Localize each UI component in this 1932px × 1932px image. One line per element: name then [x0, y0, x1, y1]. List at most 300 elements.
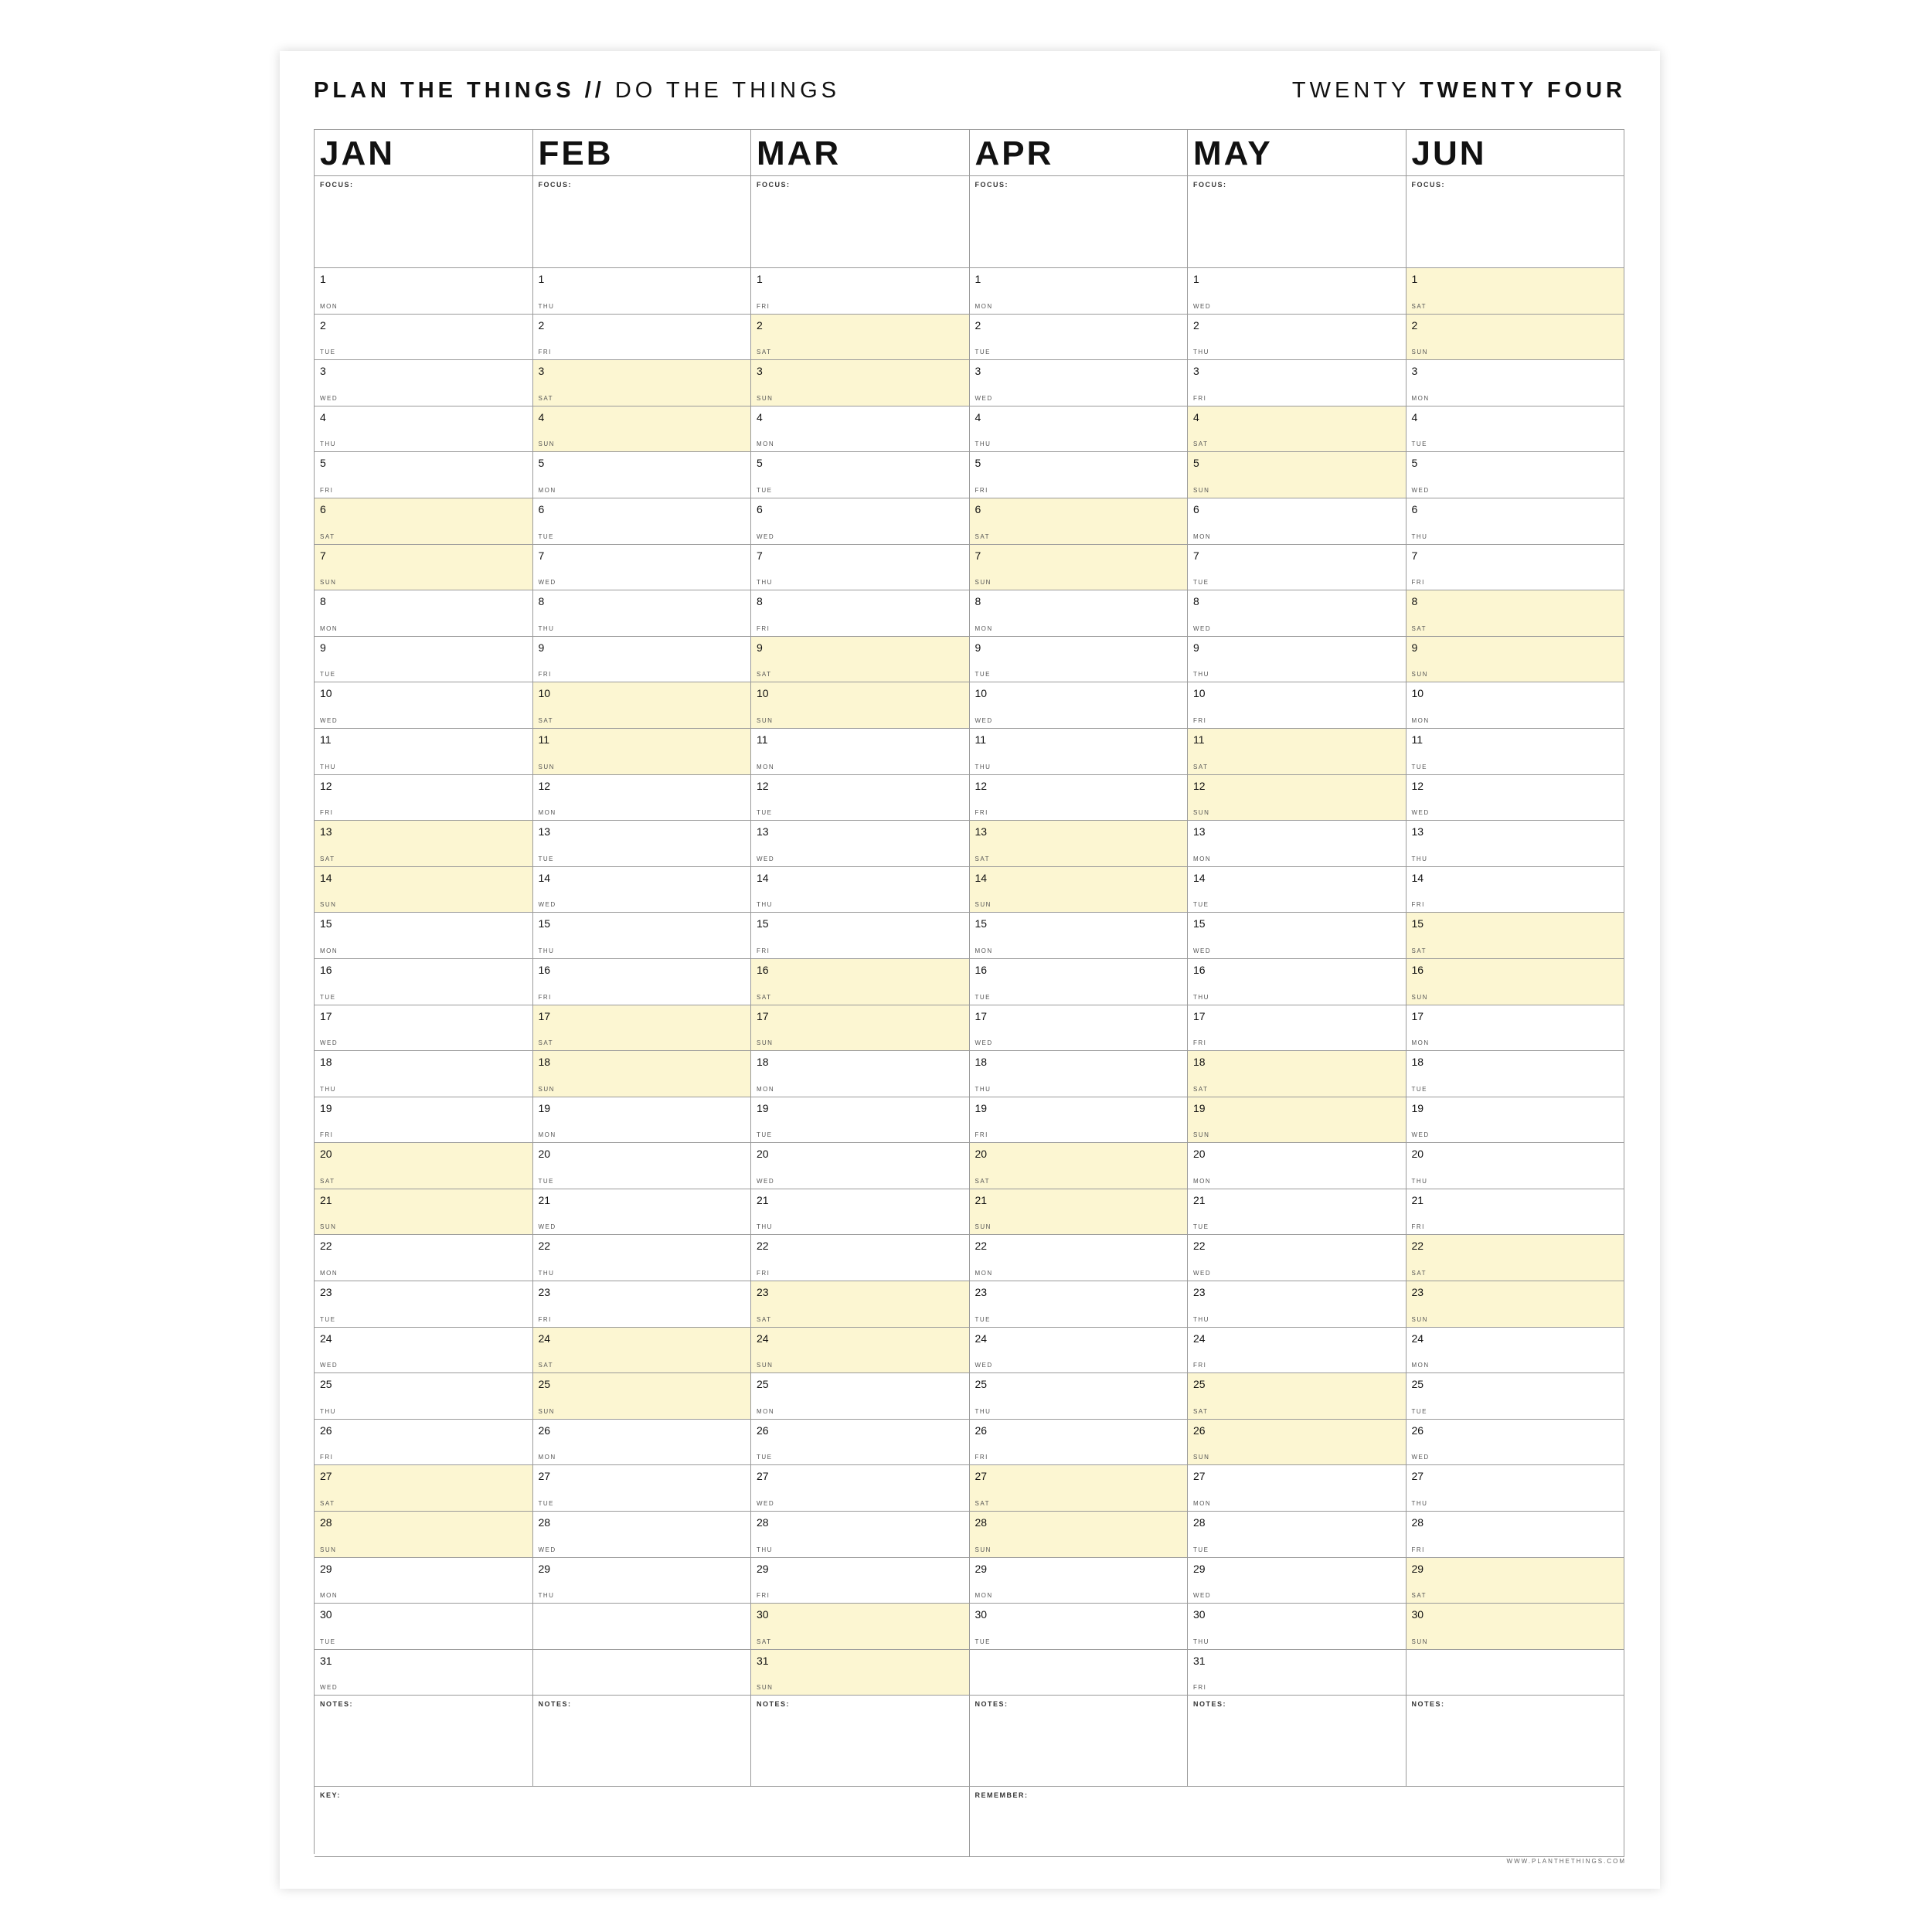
day-number: 29: [757, 1562, 769, 1575]
day-cell[interactable]: [315, 1097, 533, 1144]
day-number: 12: [1193, 779, 1206, 792]
day-cell[interactable]: [1406, 682, 1625, 729]
day-cell[interactable]: [315, 1328, 533, 1374]
day-cell[interactable]: [751, 1512, 970, 1558]
day-cell[interactable]: [533, 913, 752, 959]
weekday-label: WED: [1411, 809, 1430, 817]
day-number: 25: [1193, 1378, 1206, 1391]
day-cell[interactable]: [970, 1373, 1189, 1420]
day-cell[interactable]: [1406, 1051, 1625, 1097]
day-cell[interactable]: [751, 1328, 970, 1374]
day-cell[interactable]: [1188, 959, 1406, 1005]
notes-box[interactable]: [751, 1696, 970, 1787]
day-number: 11: [538, 733, 550, 746]
day-number: 17: [1411, 1009, 1424, 1022]
day-cell[interactable]: [751, 637, 970, 683]
day-cell[interactable]: [1188, 406, 1406, 453]
day-cell[interactable]: [970, 545, 1189, 591]
day-cell[interactable]: [970, 867, 1189, 913]
day-cell[interactable]: [1188, 682, 1406, 729]
weekday-label: FRI: [1193, 716, 1207, 724]
day-cell[interactable]: [533, 1189, 752, 1236]
weekday-label: SUN: [975, 1546, 992, 1553]
day-number: 1: [1411, 273, 1418, 285]
day-cell[interactable]: [1188, 775, 1406, 821]
day-cell[interactable]: [1406, 1373, 1625, 1420]
day-cell[interactable]: [751, 1558, 970, 1604]
day-cell[interactable]: [315, 1281, 533, 1328]
day-cell[interactable]: [315, 545, 533, 591]
day-cell[interactable]: [533, 498, 752, 545]
weekday-label: SUN: [538, 1407, 555, 1415]
day-cell[interactable]: [970, 452, 1189, 498]
day-cell[interactable]: [315, 1051, 533, 1097]
month-header: [970, 130, 1189, 176]
day-cell[interactable]: [315, 729, 533, 775]
day-cell[interactable]: [1188, 729, 1406, 775]
day-cell[interactable]: [751, 268, 970, 315]
day-number: 24: [1193, 1332, 1206, 1345]
day-cell[interactable]: [751, 1143, 970, 1189]
day-cell[interactable]: [751, 775, 970, 821]
day-cell[interactable]: [1406, 268, 1625, 315]
day-number: 3: [975, 365, 981, 378]
day-number: 30: [975, 1608, 988, 1621]
day-cell[interactable]: [970, 1235, 1189, 1281]
day-number: 15: [1193, 917, 1206, 930]
empty-day-cell: [1406, 1650, 1625, 1696]
focus-box[interactable]: [315, 176, 533, 268]
day-cell[interactable]: [533, 1143, 752, 1189]
day-cell[interactable]: [533, 1097, 752, 1144]
day-cell[interactable]: [533, 1465, 752, 1512]
year-title-light: TWENTY: [1291, 78, 1410, 103]
day-cell[interactable]: [1188, 1420, 1406, 1466]
notes-box[interactable]: [1188, 1696, 1406, 1787]
day-number: 1: [975, 273, 981, 285]
notes-box[interactable]: [533, 1696, 752, 1787]
weekday-label: SAT: [1193, 440, 1209, 448]
day-number: 28: [1193, 1516, 1206, 1529]
focus-box[interactable]: [533, 176, 752, 268]
day-number: 17: [975, 1009, 988, 1022]
day-cell[interactable]: [1406, 959, 1625, 1005]
day-cell[interactable]: [533, 959, 752, 1005]
day-number: 26: [538, 1423, 551, 1437]
day-cell[interactable]: [1188, 1005, 1406, 1052]
day-cell[interactable]: [751, 913, 970, 959]
day-cell[interactable]: [970, 1097, 1189, 1144]
weekday-label: FRI: [757, 947, 770, 954]
day-number: 12: [320, 779, 332, 792]
day-cell[interactable]: [1188, 315, 1406, 361]
day-number: 24: [538, 1332, 551, 1345]
weekday-label: SAT: [320, 855, 335, 862]
weekday-label: SUN: [320, 1223, 337, 1231]
day-cell[interactable]: [1188, 1512, 1406, 1558]
day-cell[interactable]: [533, 1558, 752, 1604]
day-cell[interactable]: [970, 775, 1189, 821]
day-number: 17: [1193, 1009, 1206, 1022]
day-cell[interactable]: [1406, 821, 1625, 867]
day-cell[interactable]: [1406, 498, 1625, 545]
day-cell[interactable]: [970, 729, 1189, 775]
day-cell[interactable]: [315, 406, 533, 453]
day-cell[interactable]: [1406, 545, 1625, 591]
weekday-label: WED: [757, 532, 775, 540]
weekday-label: TUE: [975, 993, 991, 1001]
day-cell[interactable]: [1406, 406, 1625, 453]
day-cell[interactable]: [533, 315, 752, 361]
day-cell[interactable]: [751, 1097, 970, 1144]
weekday-label: MON: [320, 1592, 338, 1600]
weekday-label: SUN: [320, 1546, 337, 1553]
day-cell[interactable]: [1406, 913, 1625, 959]
day-cell[interactable]: [315, 1373, 533, 1420]
day-number: 24: [757, 1332, 769, 1345]
day-cell[interactable]: [970, 498, 1189, 545]
day-cell[interactable]: [1406, 1604, 1625, 1650]
day-cell[interactable]: [751, 1005, 970, 1052]
day-cell[interactable]: [1188, 268, 1406, 315]
day-cell[interactable]: [533, 1373, 752, 1420]
day-cell[interactable]: [315, 1005, 533, 1052]
empty-day-cell: [533, 1604, 752, 1650]
day-cell[interactable]: [751, 315, 970, 361]
focus-box[interactable]: [1406, 176, 1625, 268]
day-number: 6: [320, 502, 326, 515]
day-cell[interactable]: [751, 959, 970, 1005]
day-cell[interactable]: [533, 682, 752, 729]
notes-box[interactable]: [1406, 1696, 1625, 1787]
weekday-label: MON: [1193, 532, 1212, 540]
day-cell[interactable]: [1406, 1420, 1625, 1466]
day-cell[interactable]: [970, 913, 1189, 959]
calendar-grid: [314, 129, 1624, 1854]
day-cell[interactable]: [533, 590, 752, 637]
day-number: 8: [1411, 595, 1418, 608]
month-name: JUN: [1411, 134, 1487, 172]
notes-box[interactable]: [970, 1696, 1189, 1787]
tagline-light: DO THE THINGS: [614, 78, 840, 103]
weekday-label: SAT: [538, 716, 553, 724]
day-cell[interactable]: [751, 1604, 970, 1650]
day-cell[interactable]: [970, 315, 1189, 361]
day-cell[interactable]: [1188, 498, 1406, 545]
focus-box[interactable]: [1188, 176, 1406, 268]
day-number: 2: [757, 318, 763, 332]
key-box[interactable]: [315, 1787, 970, 1857]
day-cell[interactable]: [533, 1235, 752, 1281]
day-cell[interactable]: [315, 452, 533, 498]
day-cell[interactable]: [533, 1051, 752, 1097]
day-cell[interactable]: [1188, 1328, 1406, 1374]
day-cell[interactable]: [751, 1281, 970, 1328]
day-cell[interactable]: [315, 498, 533, 545]
weekday-label: FRI: [1411, 901, 1425, 909]
weekday-label: MON: [538, 486, 556, 494]
day-cell[interactable]: [751, 590, 970, 637]
day-cell[interactable]: [533, 1281, 752, 1328]
day-number: 2: [975, 318, 981, 332]
weekday-label: WED: [538, 579, 556, 587]
day-cell[interactable]: [751, 498, 970, 545]
weekday-label: SAT: [1193, 1407, 1209, 1415]
day-cell[interactable]: [315, 682, 533, 729]
day-number: 2: [320, 318, 326, 332]
day-cell[interactable]: [533, 1328, 752, 1374]
weekday-label: WED: [1193, 947, 1212, 954]
day-cell[interactable]: [970, 406, 1189, 453]
weekday-label: MON: [320, 302, 338, 310]
day-cell[interactable]: [1188, 913, 1406, 959]
day-cell[interactable]: [1188, 452, 1406, 498]
day-cell[interactable]: [1188, 1604, 1406, 1650]
day-number: 3: [1411, 365, 1418, 378]
weekday-label: MON: [538, 809, 556, 817]
day-number: 21: [1411, 1193, 1424, 1206]
day-cell[interactable]: [1188, 867, 1406, 913]
weekday-label: TUE: [1411, 440, 1427, 448]
day-number: 15: [320, 917, 332, 930]
day-cell[interactable]: [1188, 821, 1406, 867]
day-cell[interactable]: [751, 682, 970, 729]
day-cell[interactable]: [970, 959, 1189, 1005]
day-cell[interactable]: [315, 1420, 533, 1466]
day-cell[interactable]: [751, 821, 970, 867]
weekday-label: MON: [757, 1407, 775, 1415]
day-cell[interactable]: [533, 360, 752, 406]
day-cell[interactable]: [751, 1051, 970, 1097]
day-cell[interactable]: [970, 360, 1189, 406]
day-cell[interactable]: [1188, 1281, 1406, 1328]
weekday-label: SUN: [757, 716, 774, 724]
day-cell[interactable]: [751, 867, 970, 913]
day-cell[interactable]: [1188, 1465, 1406, 1512]
day-number: 9: [1193, 641, 1199, 654]
day-cell[interactable]: [751, 1373, 970, 1420]
day-number: 27: [1193, 1470, 1206, 1483]
weekday-label: THU: [975, 1085, 992, 1093]
day-cell[interactable]: [315, 821, 533, 867]
day-cell[interactable]: [1188, 637, 1406, 683]
day-cell[interactable]: [1406, 360, 1625, 406]
day-cell[interactable]: [315, 1189, 533, 1236]
day-cell[interactable]: [1188, 545, 1406, 591]
day-cell[interactable]: [315, 1558, 533, 1604]
day-cell[interactable]: [1188, 1189, 1406, 1236]
day-number: 6: [1193, 502, 1199, 515]
weekday-label: SUN: [757, 1039, 774, 1047]
day-cell[interactable]: [533, 545, 752, 591]
day-number: 31: [1193, 1654, 1206, 1667]
day-cell[interactable]: [970, 1281, 1189, 1328]
day-cell[interactable]: [1406, 1143, 1625, 1189]
day-number: 27: [538, 1470, 551, 1483]
day-number: 7: [975, 549, 981, 562]
focus-box[interactable]: [970, 176, 1189, 268]
day-cell[interactable]: [751, 545, 970, 591]
weekday-label: MON: [975, 302, 993, 310]
day-cell[interactable]: [533, 268, 752, 315]
day-cell[interactable]: [970, 268, 1189, 315]
weekday-label: FRI: [320, 809, 334, 817]
day-cell[interactable]: [1188, 1558, 1406, 1604]
day-number: 22: [1193, 1240, 1206, 1253]
day-cell[interactable]: [751, 729, 970, 775]
weekday-label: SUN: [1193, 1454, 1210, 1461]
day-cell[interactable]: [533, 867, 752, 913]
day-cell[interactable]: [533, 775, 752, 821]
day-cell[interactable]: [1188, 360, 1406, 406]
weekday-label: SAT: [538, 1039, 553, 1047]
weekday-label: SAT: [975, 855, 990, 862]
weekday-label: MON: [975, 624, 993, 632]
notes-box[interactable]: [315, 1696, 533, 1787]
day-number: 25: [1411, 1378, 1424, 1391]
day-cell[interactable]: [970, 682, 1189, 729]
day-cell[interactable]: [970, 1189, 1189, 1236]
day-cell[interactable]: [1188, 1373, 1406, 1420]
weekday-label: SUN: [757, 1684, 774, 1692]
day-cell[interactable]: [1406, 452, 1625, 498]
day-cell[interactable]: [1188, 1097, 1406, 1144]
day-cell[interactable]: [533, 637, 752, 683]
day-cell[interactable]: [1406, 1189, 1625, 1236]
weekday-label: WED: [320, 1684, 338, 1692]
day-number: 22: [1411, 1240, 1424, 1253]
day-number: 10: [1193, 687, 1206, 700]
day-cell[interactable]: [315, 360, 533, 406]
day-cell[interactable]: [970, 1604, 1189, 1650]
day-cell[interactable]: [970, 1051, 1189, 1097]
day-cell[interactable]: [1406, 1235, 1625, 1281]
day-cell[interactable]: [1188, 1143, 1406, 1189]
day-cell[interactable]: [533, 452, 752, 498]
month-name: MAY: [1193, 134, 1273, 172]
day-cell[interactable]: [751, 1465, 970, 1512]
weekday-label: FRI: [1411, 1546, 1425, 1553]
day-cell[interactable]: [1406, 315, 1625, 361]
day-cell[interactable]: [315, 775, 533, 821]
day-cell[interactable]: [970, 1005, 1189, 1052]
day-number: 9: [1411, 641, 1418, 654]
day-cell[interactable]: [1406, 1328, 1625, 1374]
day-cell[interactable]: [315, 867, 533, 913]
day-cell[interactable]: [970, 821, 1189, 867]
notes-label: NOTES:: [538, 1700, 572, 1709]
focus-label: FOCUS:: [1193, 181, 1227, 189]
day-cell[interactable]: [1406, 1281, 1625, 1328]
day-cell[interactable]: [315, 1235, 533, 1281]
day-cell[interactable]: [315, 959, 533, 1005]
day-cell[interactable]: [970, 1143, 1189, 1189]
focus-label: FOCUS:: [320, 181, 354, 189]
weekday-label: SAT: [757, 993, 772, 1001]
day-cell[interactable]: [970, 1420, 1189, 1466]
weekday-label: THU: [1193, 349, 1209, 356]
day-cell[interactable]: [1188, 1650, 1406, 1696]
day-number: 3: [538, 365, 545, 378]
day-cell[interactable]: [970, 637, 1189, 683]
day-cell[interactable]: [970, 1328, 1189, 1374]
day-cell[interactable]: [751, 360, 970, 406]
day-cell[interactable]: [315, 268, 533, 315]
day-cell[interactable]: [1406, 637, 1625, 683]
day-cell[interactable]: [533, 1420, 752, 1466]
day-cell[interactable]: [315, 315, 533, 361]
day-cell[interactable]: [751, 1189, 970, 1236]
day-cell[interactable]: [1406, 590, 1625, 637]
day-cell[interactable]: [533, 1005, 752, 1052]
day-number: 8: [320, 595, 326, 608]
weekday-label: TUE: [1193, 1223, 1209, 1231]
weekday-label: SAT: [757, 1315, 772, 1323]
weekday-label: MON: [320, 624, 338, 632]
day-cell[interactable]: [315, 1650, 533, 1696]
day-cell[interactable]: [1406, 1512, 1625, 1558]
day-cell[interactable]: [533, 821, 752, 867]
weekday-label: MON: [757, 1085, 775, 1093]
day-cell[interactable]: [970, 1512, 1189, 1558]
day-cell[interactable]: [315, 1512, 533, 1558]
day-cell[interactable]: [533, 406, 752, 453]
day-cell[interactable]: [1406, 1005, 1625, 1052]
day-cell[interactable]: [533, 729, 752, 775]
year-title: [1292, 78, 1626, 104]
day-cell[interactable]: [315, 1465, 533, 1512]
day-number: 6: [538, 502, 545, 515]
day-cell[interactable]: [751, 1420, 970, 1466]
weekday-label: FRI: [1193, 1039, 1207, 1047]
day-cell[interactable]: [970, 1558, 1189, 1604]
day-cell[interactable]: [751, 406, 970, 453]
day-cell[interactable]: [1188, 1051, 1406, 1097]
day-number: 22: [538, 1240, 551, 1253]
day-cell[interactable]: [315, 590, 533, 637]
day-cell[interactable]: [315, 913, 533, 959]
day-cell[interactable]: [1188, 590, 1406, 637]
day-cell[interactable]: [751, 1650, 970, 1696]
weekday-label: THU: [757, 1546, 773, 1553]
focus-box[interactable]: [751, 176, 970, 268]
day-cell[interactable]: [315, 1143, 533, 1189]
weekday-label: WED: [757, 1500, 775, 1508]
day-cell[interactable]: [1406, 729, 1625, 775]
weekday-label: FRI: [1193, 1684, 1207, 1692]
day-cell[interactable]: [970, 590, 1189, 637]
day-cell[interactable]: [1406, 1558, 1625, 1604]
weekday-label: MON: [1193, 1500, 1212, 1508]
day-cell[interactable]: [533, 1512, 752, 1558]
month-name: MAR: [757, 134, 842, 172]
day-cell[interactable]: [751, 1235, 970, 1281]
day-cell[interactable]: [315, 637, 533, 683]
remember-box[interactable]: [970, 1787, 1625, 1857]
day-number: 25: [320, 1378, 332, 1391]
day-cell[interactable]: [1406, 775, 1625, 821]
weekday-label: TUE: [1193, 579, 1209, 587]
day-cell[interactable]: [1406, 1465, 1625, 1512]
day-cell[interactable]: [315, 1604, 533, 1650]
month-name: JAN: [320, 134, 396, 172]
day-cell[interactable]: [1406, 1097, 1625, 1144]
day-cell[interactable]: [1188, 1235, 1406, 1281]
weekday-label: FRI: [320, 1454, 334, 1461]
day-cell[interactable]: [751, 452, 970, 498]
day-cell[interactable]: [970, 1465, 1189, 1512]
day-cell[interactable]: [1406, 867, 1625, 913]
